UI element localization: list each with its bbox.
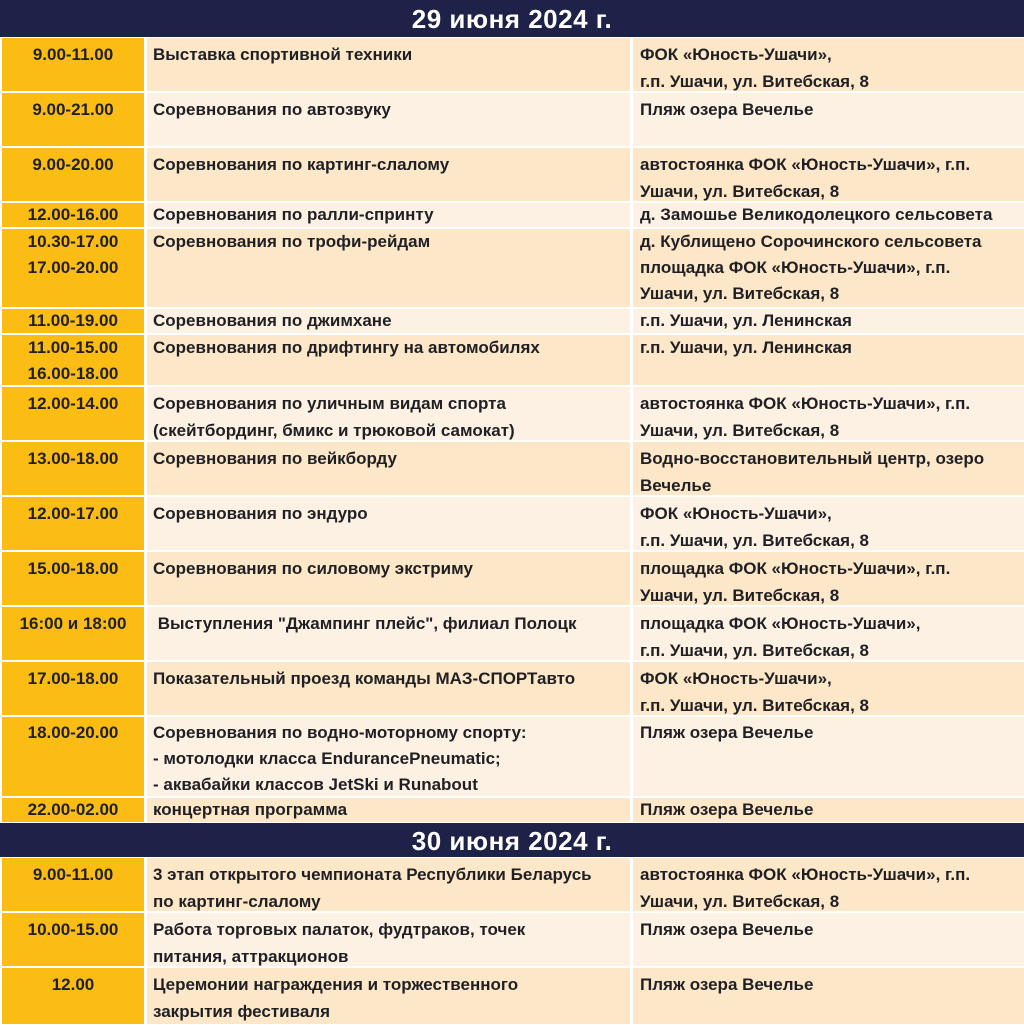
place-cell — [633, 387, 1024, 440]
time-text: 11.00-15.00 — [28, 338, 118, 357]
schedule-row — [0, 798, 1024, 822]
event-text: Показательный проезд команды МАЗ-СПОРТавто — [153, 669, 576, 688]
time-cell — [2, 968, 144, 1024]
schedule-row — [0, 442, 1024, 495]
time-cell — [2, 717, 144, 796]
schedule-row — [0, 968, 1024, 1024]
schedule-row — [0, 607, 1024, 660]
place-text: г.п. Ушачи, ул. Витебская, 8 — [640, 72, 869, 91]
place-cell — [633, 335, 1024, 385]
event-text: (скейтбординг, бмикс и трюковой самокат) — [153, 421, 515, 440]
schedule-row — [0, 858, 1024, 911]
schedule-row — [0, 203, 1024, 227]
event-cell — [147, 309, 630, 333]
schedule-row — [0, 335, 1024, 385]
event-text: питания, аттракционов — [153, 947, 349, 966]
place-cell — [633, 497, 1024, 550]
day-header: 29 июня 2024 г. — [0, 0, 1024, 37]
event-text: Соревнования по уличным видам спорта — [153, 394, 506, 413]
time-cell — [2, 798, 144, 822]
event-text: - мотолодки класса EndurancePneumatic; — [153, 749, 501, 768]
event-cell — [147, 93, 630, 146]
time-text: 16:00 и 18:00 — [19, 614, 127, 633]
time-text: 12.00 — [51, 975, 95, 994]
event-cell — [147, 497, 630, 550]
place-text: Водно-восстановительный центр, озеро — [640, 449, 985, 468]
place-text: д. Кублищено Сорочинского сельсовета — [640, 232, 982, 251]
event-text: концертная программа — [153, 800, 348, 819]
event-cell — [147, 798, 630, 822]
time-text: 13.00-18.00 — [27, 449, 119, 468]
event-cell — [147, 38, 630, 91]
place-text: г.п. Ушачи, ул. Витебская, 8 — [640, 696, 869, 715]
time-text: 9.00-11.00 — [32, 45, 114, 64]
schedule-row — [0, 309, 1024, 333]
place-text: Ушачи, ул. Витебская, 8 — [640, 182, 840, 201]
place-text: автостоянка ФОК «Юность-Ушачи», г.п. — [640, 155, 971, 174]
event-text: Соревнования по картинг-слалому — [153, 155, 450, 174]
time-cell — [2, 913, 144, 966]
time-text: 10.00-15.00 — [27, 920, 119, 939]
place-cell — [633, 229, 1024, 307]
time-text: 9.00-20.00 — [32, 155, 114, 174]
place-cell — [633, 798, 1024, 822]
event-text: - аквабайки классов JetSki и Runabout — [153, 775, 478, 794]
event-text: Соревнования по дрифтингу на автомобилях — [153, 338, 540, 357]
place-text: г.п. Ушачи, ул. Ленинская — [640, 338, 852, 357]
place-cell — [633, 148, 1024, 201]
time-cell — [2, 497, 144, 550]
event-cell — [147, 913, 630, 966]
place-cell — [633, 662, 1024, 715]
place-cell — [633, 607, 1024, 660]
place-text: площадка ФОК «Юность-Ушачи», г.п. — [640, 559, 951, 578]
place-text: Пляж озера Вечелье — [640, 920, 814, 939]
time-text: 10.30-17.00 — [27, 232, 119, 251]
event-cell — [147, 968, 630, 1024]
time-cell — [2, 662, 144, 715]
schedule-row — [0, 387, 1024, 440]
time-text: 17.00-18.00 — [27, 669, 119, 688]
event-text: Выставка спортивной техники — [153, 45, 413, 64]
time-text: 17.00-20.00 — [27, 258, 119, 277]
place-text: Пляж озера Вечелье — [640, 975, 814, 994]
schedule-row — [0, 93, 1024, 146]
event-cell — [147, 203, 630, 227]
time-text: 15.00-18.00 — [27, 559, 119, 578]
event-text: по картинг-слалому — [153, 892, 321, 911]
time-text: 12.00-17.00 — [27, 504, 119, 523]
time-text: 9.00-11.00 — [32, 865, 114, 884]
event-text: Соревнования по ралли-спринту — [153, 205, 434, 224]
event-text: Работа торговых палаток, фудтраков, точек — [153, 920, 526, 939]
time-cell — [2, 858, 144, 911]
event-text: Церемонии награждения и торжественного — [153, 975, 519, 994]
time-cell — [2, 387, 144, 440]
place-cell — [633, 309, 1024, 333]
time-cell — [2, 93, 144, 146]
place-text: Ушачи, ул. Витебская, 8 — [640, 284, 840, 303]
event-cell — [147, 717, 630, 796]
place-cell — [633, 858, 1024, 911]
event-cell — [147, 335, 630, 385]
place-text: г.п. Ушачи, ул. Ленинская — [640, 311, 852, 330]
event-text: Соревнования по джимхане — [153, 311, 392, 330]
place-text: Вечелье — [640, 476, 712, 495]
schedule-row — [0, 38, 1024, 91]
event-cell — [147, 442, 630, 495]
schedule-row — [0, 497, 1024, 550]
place-text: автостоянка ФОК «Юность-Ушачи», г.п. — [640, 394, 971, 413]
event-text: закрытия фестиваля — [153, 1002, 331, 1021]
schedule-row — [0, 662, 1024, 715]
time-cell — [2, 607, 144, 660]
time-text: 9.00-21.00 — [32, 100, 114, 119]
place-cell — [633, 968, 1024, 1024]
time-text: 16.00-18.00 — [27, 364, 119, 383]
time-text: 12.00-14.00 — [27, 394, 119, 413]
place-text: автостоянка ФОК «Юность-Ушачи», г.п. — [640, 865, 971, 884]
time-cell — [2, 552, 144, 605]
place-text: площадка ФОК «Юность-Ушачи», — [640, 614, 921, 633]
schedule-row — [0, 717, 1024, 796]
place-cell — [633, 442, 1024, 495]
place-text: Ушачи, ул. Витебская, 8 — [640, 892, 840, 911]
place-text: д. Замошье Великодолецкого сельсовета — [640, 205, 993, 224]
place-cell — [633, 203, 1024, 227]
event-cell — [147, 229, 630, 307]
place-cell — [633, 93, 1024, 146]
event-text: Соревнования по водно-моторному спорту: — [153, 723, 527, 742]
event-cell — [147, 858, 630, 911]
place-text: ФОК «Юность-Ушачи», — [640, 669, 832, 688]
event-text: Соревнования по эндуро — [153, 504, 368, 523]
place-text: Пляж озера Вечелье — [640, 800, 814, 819]
time-cell — [2, 335, 144, 385]
schedule-row — [0, 229, 1024, 307]
event-cell — [147, 387, 630, 440]
place-cell — [633, 552, 1024, 605]
event-cell — [147, 148, 630, 201]
time-cell — [2, 229, 144, 307]
day-header: 30 июня 2024 г. — [0, 823, 1024, 857]
place-cell — [633, 38, 1024, 91]
place-text: Пляж озера Вечелье — [640, 100, 814, 119]
place-text: ФОК «Юность-Ушачи», — [640, 45, 832, 64]
event-cell — [147, 607, 630, 660]
event-cell — [147, 552, 630, 605]
place-text: Пляж озера Вечелье — [640, 723, 814, 742]
event-cell — [147, 662, 630, 715]
time-text: 12.00-16.00 — [27, 205, 119, 224]
schedule-row — [0, 148, 1024, 201]
place-cell — [633, 717, 1024, 796]
place-text: г.п. Ушачи, ул. Витебская, 8 — [640, 641, 869, 660]
time-cell — [2, 148, 144, 201]
event-text: 3 этап открытого чемпионата Республики Беларусь — [153, 865, 592, 884]
schedule-row — [0, 552, 1024, 605]
place-text: ФОК «Юность-Ушачи», — [640, 504, 832, 523]
place-text: Ушачи, ул. Витебская, 8 — [640, 421, 840, 440]
event-text: Соревнования по трофи-рейдам — [153, 232, 431, 251]
place-text: г.п. Ушачи, ул. Витебская, 8 — [640, 531, 869, 550]
time-cell — [2, 442, 144, 495]
event-text: Соревнования по автозвуку — [153, 100, 391, 119]
place-cell — [633, 913, 1024, 966]
place-text: Ушачи, ул. Витебская, 8 — [640, 586, 840, 605]
event-text: Соревнования по вейкборду — [153, 449, 397, 468]
event-text: Соревнования по силовому экстриму — [153, 559, 473, 578]
time-text: 18.00-20.00 — [27, 723, 119, 742]
time-text: 22.00-02.00 — [27, 800, 119, 819]
time-cell — [2, 203, 144, 227]
place-text: площадка ФОК «Юность-Ушачи», г.п. — [640, 258, 951, 277]
time-cell — [2, 38, 144, 91]
schedule-row — [0, 913, 1024, 966]
time-text: 11.00-19.00 — [28, 311, 118, 330]
event-text: Выступления "Джампинг плейс", филиал Полоцк — [153, 614, 577, 633]
time-cell — [2, 309, 144, 333]
